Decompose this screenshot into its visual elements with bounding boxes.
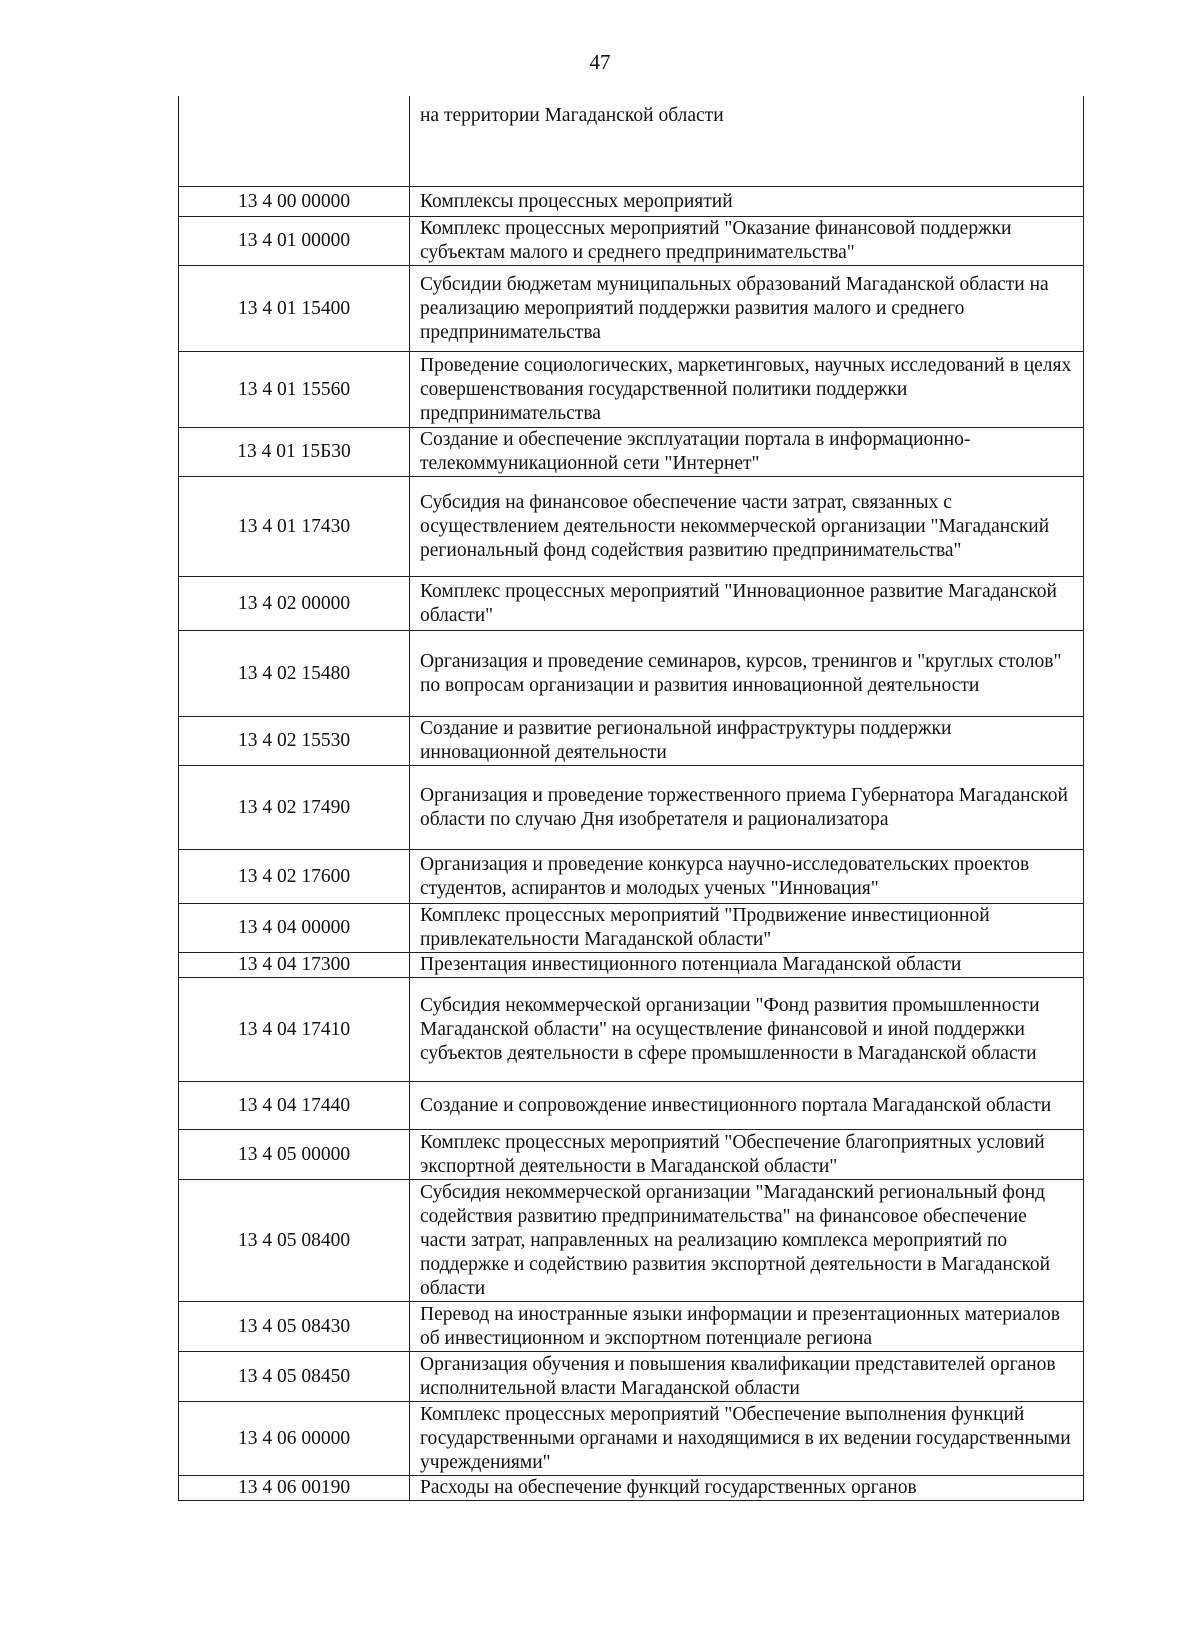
description-cell: Создание и обеспечение эксплуатации портала в информационно-телекоммуникационной сети "Интернет" (410, 428, 1084, 477)
table-row (179, 1180, 1084, 1302)
table-row (179, 1476, 1084, 1501)
description-cell: Презентация инвестиционного потенциала Магаданской области (410, 953, 1084, 978)
table-row (179, 904, 1084, 953)
code-cell: 13 4 01 17430 (179, 477, 410, 577)
code-cell: 13 4 00 00000 (179, 187, 410, 217)
description-cell: Комплекс процессных мероприятий "Инновационное развитие Магаданской области" (410, 577, 1084, 631)
code-cell: 13 4 04 00000 (179, 904, 410, 953)
code-cell: 13 4 05 08450 (179, 1352, 410, 1402)
description-cell: Организация обучения и повышения квалификации представителей органов исполнительной власти Магаданской области (410, 1352, 1084, 1402)
code-cell: 13 4 04 17300 (179, 953, 410, 978)
description-cell: Субсидия некоммерческой организации "Фонд развития промышленности Магаданской области" на осуществление финансовой и иной поддержки субъектов деятельности в сфере промышленности в Магаданской области (410, 978, 1084, 1082)
description-cell: Комплекс процессных мероприятий "Обеспечение благоприятных условий экспортной деятельности в Магаданской области" (410, 1130, 1084, 1180)
description-cell: Субсидии бюджетам муниципальных образований Магаданской области на реализацию мероприятий поддержки развития малого и среднего предпринимательства (410, 266, 1084, 352)
description-cell: Субсидия некоммерческой организации "Магаданский региональный фонд содействия развитию предпринимательства" на финансовое обеспечение части затрат, направленных на реализацию комплекса мероприятий по поддержке и содействию развития экспортной деятельности в Магаданской области (410, 1180, 1084, 1302)
description-cell: Комплекс процессных мероприятий "Обеспечение выполнения функций государственными органами и находящимися в их ведении государственными учреждениями" (410, 1402, 1084, 1476)
table-row (179, 953, 1084, 978)
description-cell: Создание и развитие региональной инфраструктуры поддержки инновационной деятельности (410, 717, 1084, 766)
code-cell: 13 4 04 17410 (179, 978, 410, 1082)
description-cell: Организация и проведение торжественного приема Губернатора Магаданской области по случаю Дня изобретателя и рационализатора (410, 766, 1084, 850)
description-cell: Комплексы процессных мероприятий (410, 187, 1084, 217)
description-cell: на территории Магаданской области (410, 96, 1084, 187)
code-cell: 13 4 05 08430 (179, 1302, 410, 1352)
table-row (179, 428, 1084, 477)
table-row (179, 577, 1084, 631)
code-cell: 13 4 02 00000 (179, 577, 410, 631)
code-cell: 13 4 05 00000 (179, 1130, 410, 1180)
table-row (179, 352, 1084, 428)
code-cell: 13 4 02 15530 (179, 717, 410, 766)
code-cell: 13 4 06 00000 (179, 1402, 410, 1476)
table-row (179, 187, 1084, 217)
table-row (179, 1402, 1084, 1476)
code-cell: 13 4 01 00000 (179, 217, 410, 266)
table-row (179, 477, 1084, 577)
code-cell: 13 4 02 15480 (179, 631, 410, 717)
description-cell: Организация и проведение конкурса научно-исследовательских проектов студентов, аспирантов и молодых ученых "Инновация" (410, 850, 1084, 904)
code-cell: 13 4 01 15400 (179, 266, 410, 352)
code-cell: 13 4 02 17490 (179, 766, 410, 850)
description-cell: Проведение социологических, маркетинговых, научных исследований в целях совершенствования государственной политики поддержки предпринимательства (410, 352, 1084, 428)
code-cell: 13 4 06 00190 (179, 1476, 410, 1501)
table-row (179, 631, 1084, 717)
budget-code-table (178, 96, 1084, 1501)
description-cell: Комплекс процессных мероприятий "Оказание финансовой поддержки субъектам малого и среднего предпринимательства" (410, 217, 1084, 266)
table-row (179, 266, 1084, 352)
table-row (179, 717, 1084, 766)
code-cell: 13 4 01 15560 (179, 352, 410, 428)
table-row (179, 1082, 1084, 1130)
description-cell: Организация и проведение семинаров, курсов, тренингов и "круглых столов" по вопросам организации и развития инновационной деятельности (410, 631, 1084, 717)
table-row-continuation (179, 96, 1084, 187)
table-row (179, 850, 1084, 904)
table-row (179, 217, 1084, 266)
description-cell: Комплекс процессных мероприятий "Продвижение инвестиционной привлекательности Магаданской области" (410, 904, 1084, 953)
description-cell: Создание и сопровождение инвестиционного портала Магаданской области (410, 1082, 1084, 1130)
table-row (179, 1352, 1084, 1402)
table-row (179, 1130, 1084, 1180)
table-row (179, 766, 1084, 850)
page-number: 47 (589, 50, 611, 74)
description-cell: Перевод на иностранные языки информации и презентационных материалов об инвестиционном и экспортном потенциале региона (410, 1302, 1084, 1352)
code-cell: 13 4 04 17440 (179, 1082, 410, 1130)
description-cell: Расходы на обеспечение функций государственных органов (410, 1476, 1084, 1501)
code-cell (179, 96, 410, 187)
table-row (179, 1302, 1084, 1352)
table-row (179, 978, 1084, 1082)
code-cell: 13 4 05 08400 (179, 1180, 410, 1302)
description-cell: Субсидия на финансовое обеспечение части затрат, связанных с осуществлением деятельности некоммерческой организации "Магаданский региональный фонд содействия развитию предпринимательства" (410, 477, 1084, 577)
code-cell: 13 4 02 17600 (179, 850, 410, 904)
code-cell: 13 4 01 15Б30 (179, 428, 410, 477)
